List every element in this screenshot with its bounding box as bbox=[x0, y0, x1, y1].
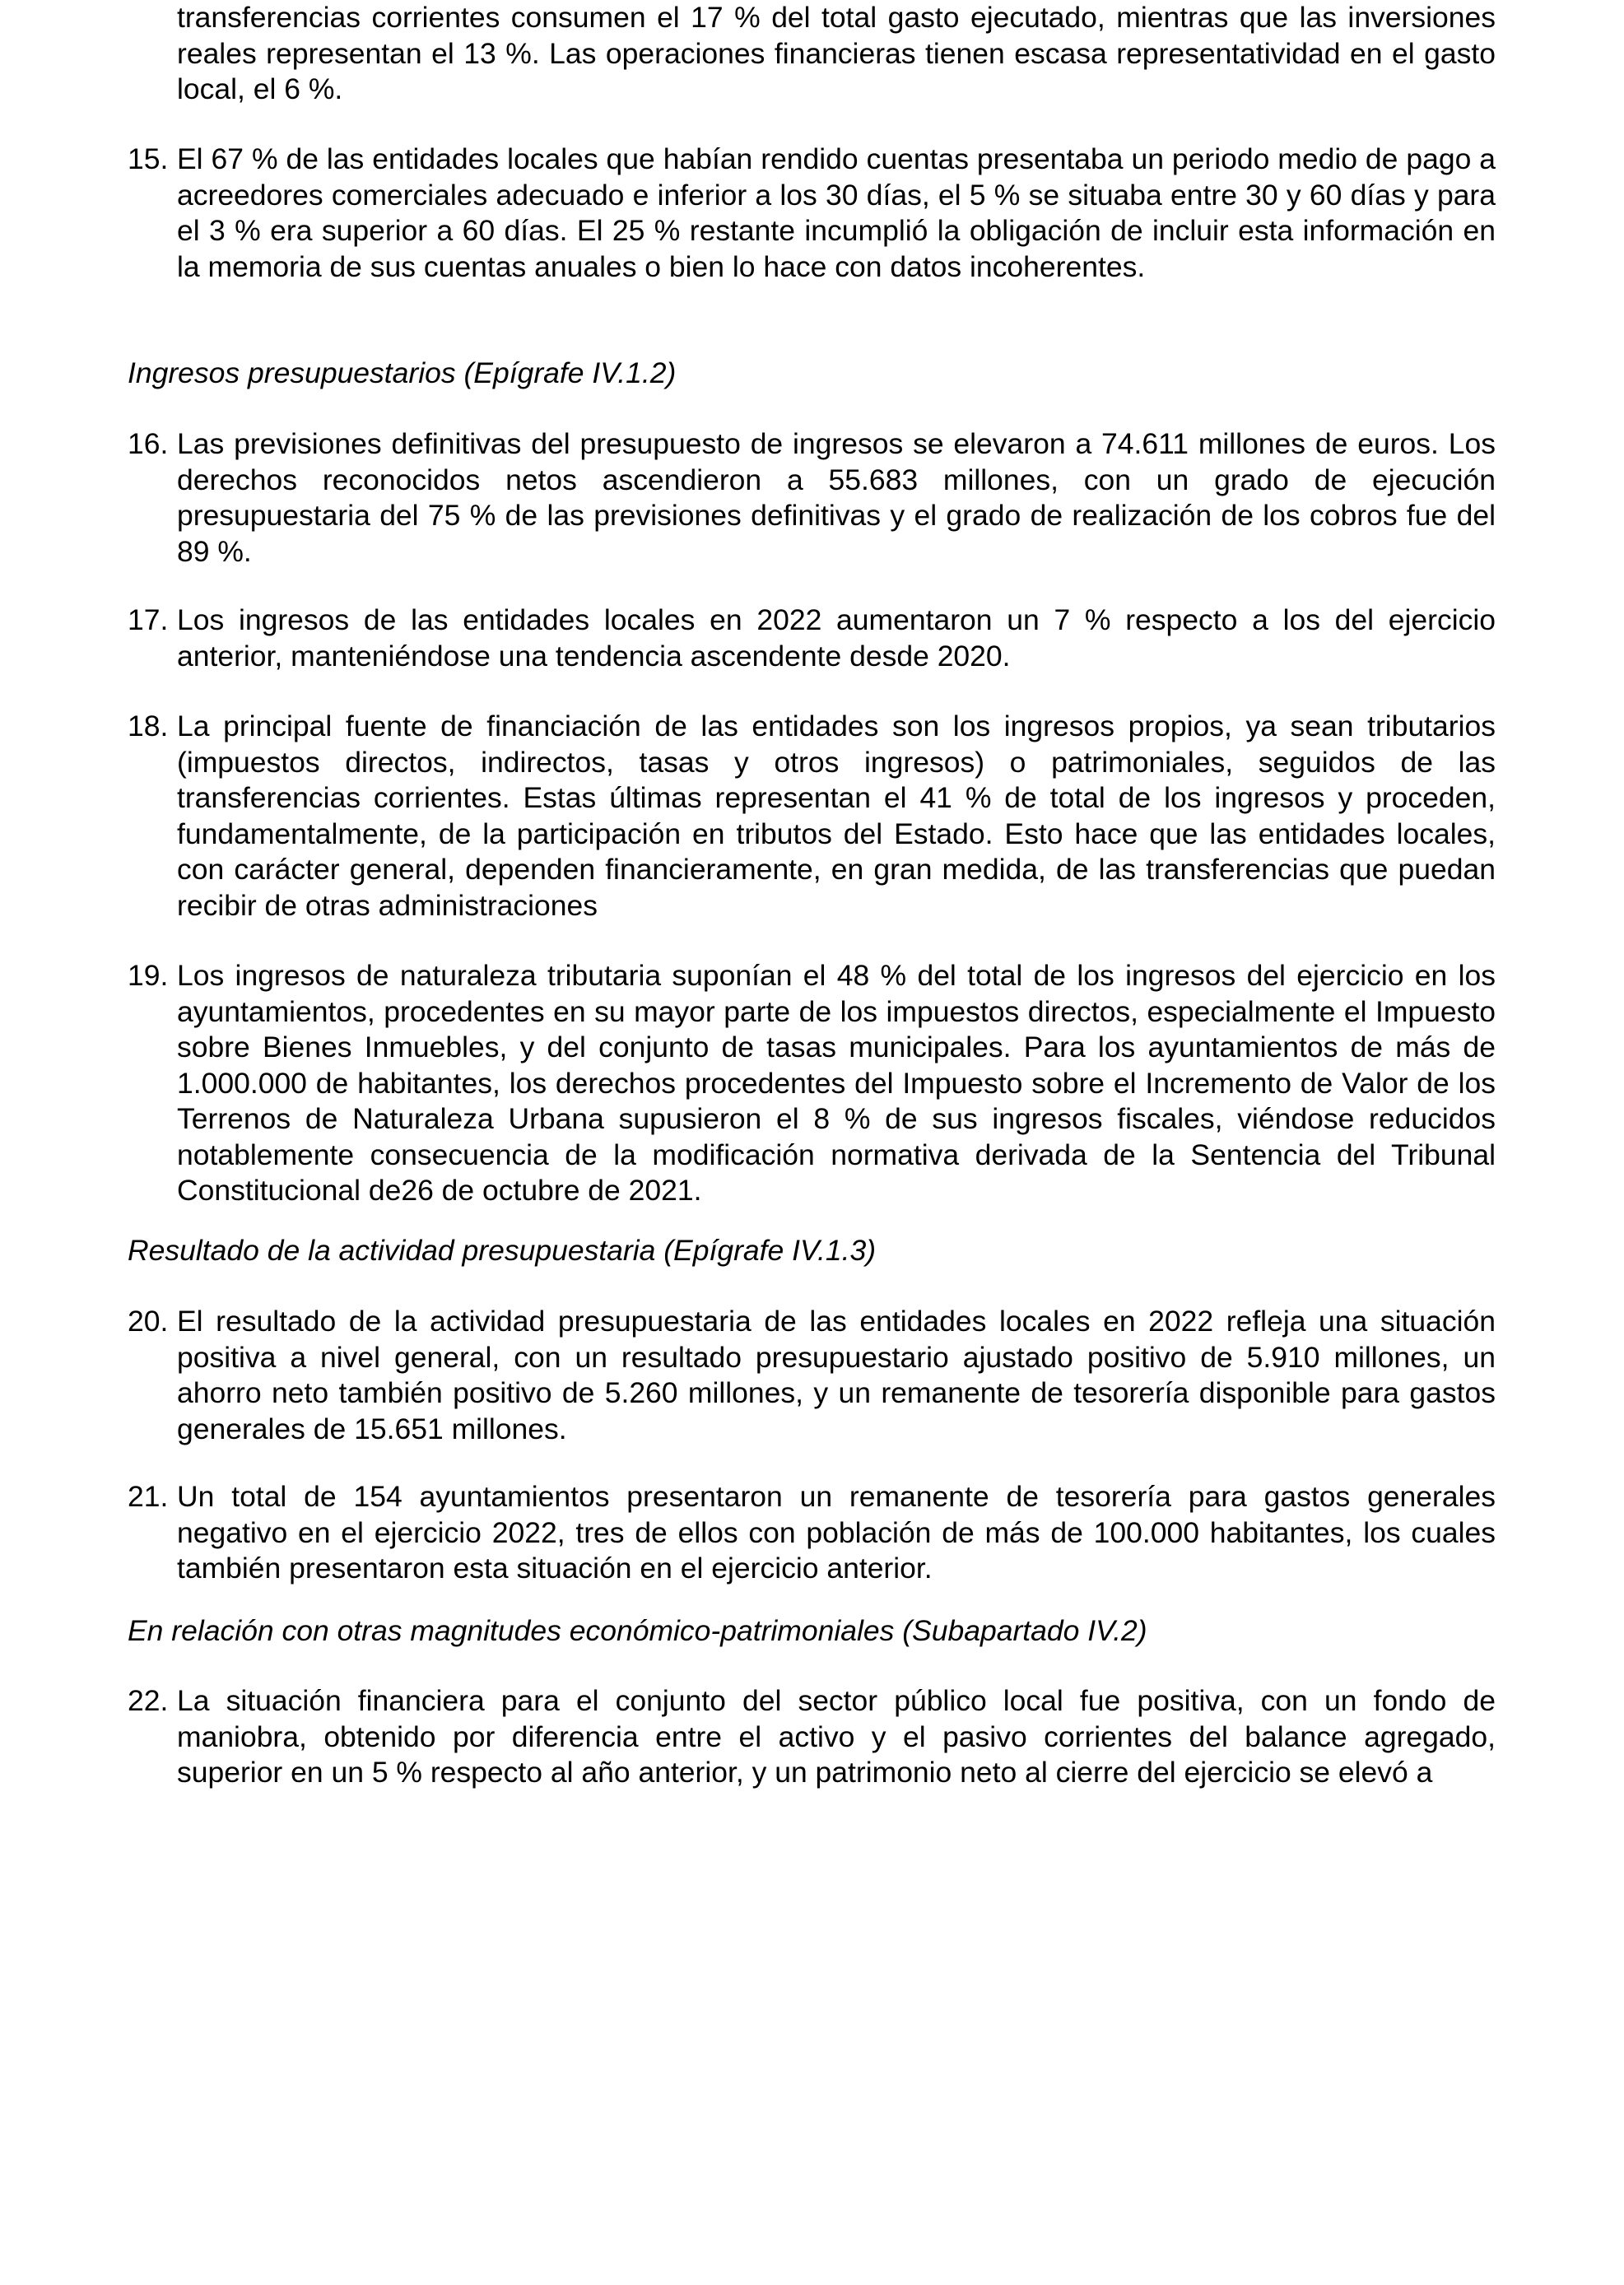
item-text: El 67 % de las entidades locales que habían rendido cuentas presentaba un periodo medio de pago a acreedores comerciales adecuado e inferior a los 30 días, el 5 % se situaba entre 30 y 60 días y para el 3 % era superior a 60 días. El 25 % restante incumplió la obligación de incluir esta información en la memoria de sus cuentas anuales o bien lo hace con datos incoherentes. bbox=[177, 142, 1496, 283]
item-number: 22. bbox=[128, 1684, 169, 1717]
item-text: La principal fuente de financiación de las entidades son los ingresos propios, ya sean tributarios (impuestos directos, indirectos, tasas y otros ingresos) o patrimoniales, seguidos de las transferencias corrientes. Estas últimas representan el 41 % de total de los ingresos y proceden, fundamentalmente, de la participación en tributos del Estado. Esto hace que las entidades locales, con carácter general, dependen financieramente, en gran medida, de las transferencias que puedan recibir de otras administraciones bbox=[177, 710, 1496, 922]
item-text: Las previsiones definitivas del presupuesto de ingresos se elevaron a 74.611 millones de euros. Los derechos reconocidos netos ascendieron a 55.683 millones, con un grado de ejecución presupuestaria del 75 % de las previsiones definitivas y el grado de realización de los cobros fue del 89 %. bbox=[177, 427, 1496, 568]
list-item bbox=[128, 709, 1496, 924]
section-heading-resultado: Resultado de la actividad presupuestaria (Epígrafe IV.1.3) bbox=[128, 1234, 877, 1267]
item-number: 19. bbox=[128, 959, 169, 992]
item-text: Los ingresos de las entidades locales en 2022 aumentaron un 7 % respecto a los del ejercicio anterior, manteniéndose una tendencia ascendente desde 2020. bbox=[177, 603, 1496, 672]
item-number: 20. bbox=[128, 1305, 169, 1338]
section-heading-otras-magnitudes: En relación con otras magnitudes económico-patrimoniales (Subapartado IV.2) bbox=[128, 1614, 1147, 1647]
section-heading-ingresos: Ingresos presupuestarios (Epígrafe IV.1.2) bbox=[128, 356, 677, 389]
list-item bbox=[128, 603, 1496, 674]
item-number: 15. bbox=[128, 142, 169, 175]
item-text: La situación financiera para el conjunto del sector público local fue positiva, con un fondo de maniobra, obtenido por diferencia entre el activo y el pasivo corrientes del balance agregado, superior en un 5 % respecto al año anterior, y un patrimonio neto al cierre del ejercicio se elevó a bbox=[177, 1684, 1496, 1789]
continuation-paragraph: transferencias corrientes consumen el 17 % del total gasto ejecutado, mientras que las inversiones reales representan el 13 %. Las operaciones financieras tienen escasa representatividad en el gasto local, el 6 %. bbox=[177, 1, 1496, 105]
list-item bbox=[128, 1479, 1496, 1587]
item-text: El resultado de la actividad presupuestaria de las entidades locales en 2022 refleja una situación positiva a nivel general, con un resultado presupuestario ajustado positivo de 5.910 millones, un ahorro neto también positivo de 5.260 millones, y un remanente de tesorería disponible para gastos generales de 15.651 millones. bbox=[177, 1305, 1496, 1445]
list-item bbox=[128, 958, 1496, 1209]
item-number: 18. bbox=[128, 710, 169, 742]
list-item bbox=[128, 1683, 1496, 1791]
item-text: Los ingresos de naturaleza tributaria suponían el 48 % del total de los ingresos del ejercicio en los ayuntamientos, procedentes en su mayor parte de los impuestos directos, especialmente el Impuesto sobre Bienes Inmuebles, y del conjunto de tasas municipales. Para los ayuntamientos de más de 1.000.000 de habitantes, los derechos procedentes del Impuesto sobre el Incremento de Valor de los Terrenos de Naturaleza Urbana supusieron el 8 % de sus ingresos fiscales, viéndose reducidos notablemente consecuencia de la modificación normativa derivada de la Sentencia del Tribunal Constitucional de26 de octubre de 2021. bbox=[177, 959, 1496, 1207]
item-number: 17. bbox=[128, 603, 169, 636]
item-number: 21. bbox=[128, 1480, 169, 1513]
list-item bbox=[128, 142, 1496, 285]
list-item bbox=[128, 1304, 1496, 1447]
item-text: Un total de 154 ayuntamientos presentaron un remanente de tesorería para gastos generales negativo en el ejercicio 2022, tres de ellos con población de más de 100.000 habitantes, los cuales también presentaron esta situación en el ejercicio anterior. bbox=[177, 1480, 1496, 1585]
list-item bbox=[128, 426, 1496, 570]
item-number: 16. bbox=[128, 427, 169, 460]
